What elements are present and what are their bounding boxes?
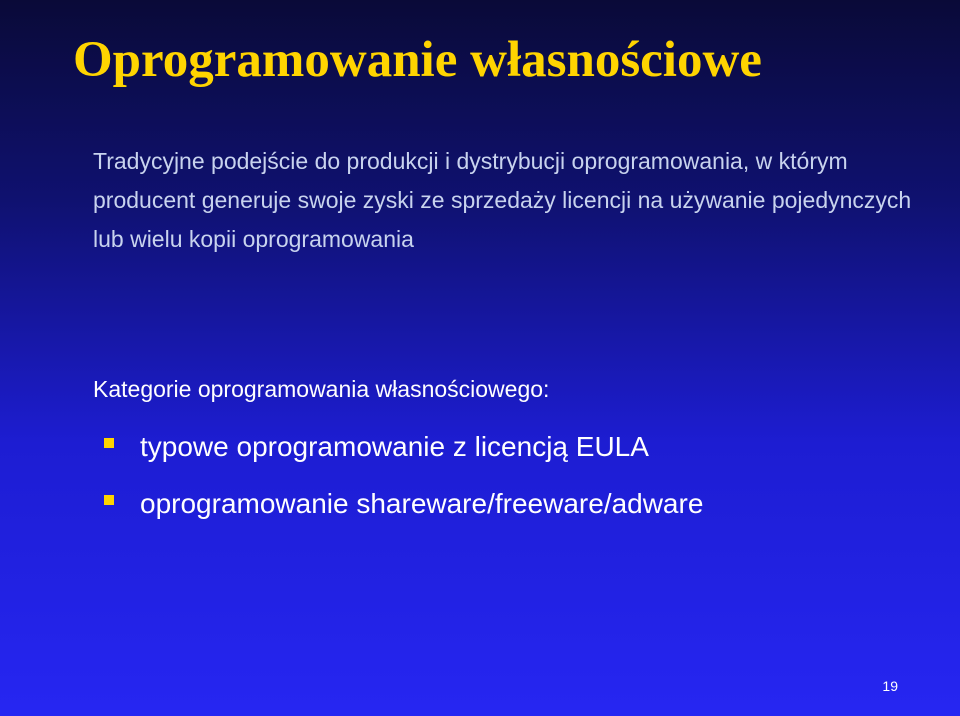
square-bullet-icon: [104, 438, 114, 448]
categories-heading: Kategorie oprogramowania własnościowego:: [93, 376, 550, 402]
slide-title: Oprogramowanie własnościowe: [73, 32, 762, 88]
category-label: typowe oprogramowanie z licencją EULA: [140, 431, 649, 462]
definition-text: Tradycyjne podejście do produkcji i dystrybucji oprogramowania, w którym producent generuje swoje zyski ze sprzedaży licencji na używanie pojedynczych lub wielu kopii oprogramowania: [93, 148, 912, 252]
slide-number: 19: [882, 678, 898, 694]
square-bullet-icon: [104, 495, 114, 505]
category-label: oprogramowanie shareware/freeware/adware: [140, 488, 704, 519]
